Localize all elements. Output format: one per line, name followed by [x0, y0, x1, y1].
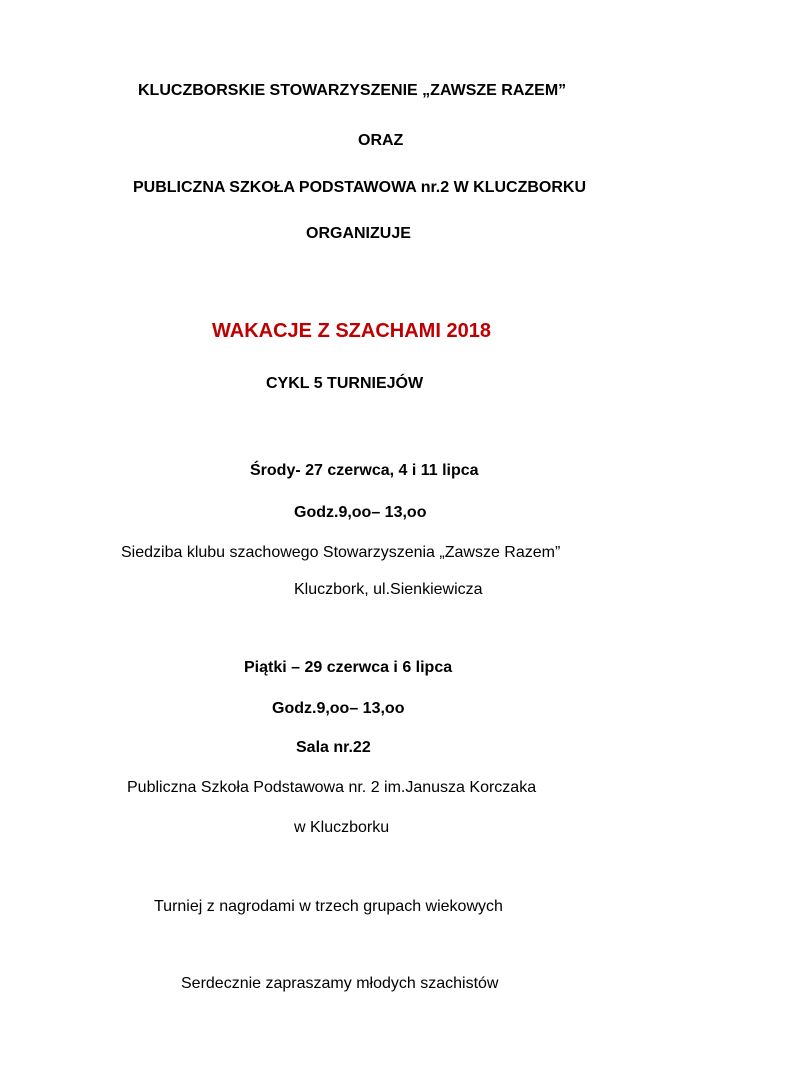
friday-room: Sala nr.22 — [296, 739, 371, 756]
wednesday-hours: Godz.9,oo– 13,oo — [294, 504, 427, 521]
wednesday-dates: Środy- 27 czerwca, 4 i 11 lipca — [250, 462, 479, 479]
conjunction-oraz: ORAZ — [358, 132, 404, 149]
organizes-label: ORGANIZUJE — [306, 225, 411, 242]
friday-place: Publiczna Szkoła Podstawowa nr. 2 im.Janusza Korczaka — [127, 779, 537, 796]
friday-hours: Godz.9,oo– 13,oo — [272, 700, 405, 717]
invitation-note: Serdecznie zapraszamy młodych szachistów — [181, 975, 499, 992]
organizer-school: PUBLICZNA SZKOŁA PODSTAWOWA nr.2 W KLUCZBORKU — [133, 179, 587, 196]
event-title: WAKACJE Z SZACHAMI 2018 — [212, 320, 491, 342]
wednesday-place: Siedziba klubu szachowego Stowarzyszenia „Zawsze Razem” — [121, 544, 561, 561]
prizes-note: Turniej z nagrodami w trzech grupach wiekowych — [154, 898, 503, 915]
friday-city: w Kluczborku — [294, 819, 390, 836]
wednesday-address: Kluczbork, ul.Sienkiewicza — [294, 581, 483, 598]
event-subtitle: CYKL 5 TURNIEJÓW — [266, 375, 424, 392]
organizer-association: KLUCZBORSKIE STOWARZYSZENIE „ZAWSZE RAZEM” — [138, 82, 567, 99]
friday-dates: Piątki – 29 czerwca i 6 lipca — [244, 659, 453, 676]
